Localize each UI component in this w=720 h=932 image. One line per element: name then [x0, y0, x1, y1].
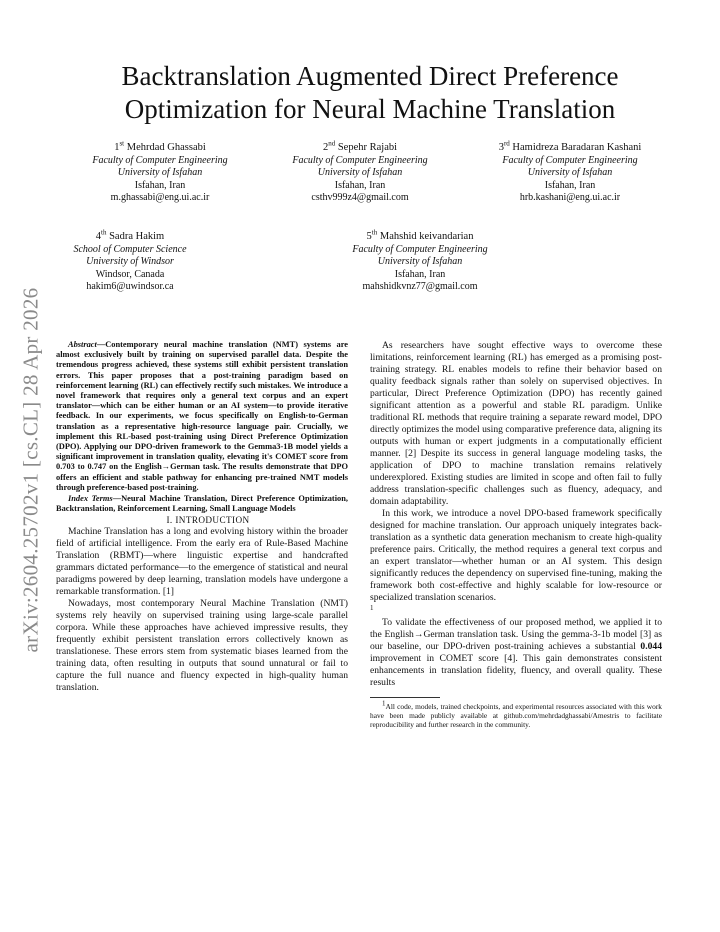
author-email: csthv999z4@gmail.com — [311, 192, 409, 203]
author-email: mahshidkvnz77@gmail.com — [362, 281, 478, 292]
author-name: 2nd Sepehr Rajabi — [322, 139, 398, 153]
abstract — [56, 340, 348, 493]
author-location: Isfahan, Iran — [544, 179, 596, 191]
author-location: Windsor, Canada — [95, 268, 165, 280]
author-faculty: Faculty of Computer Engineering — [292, 154, 428, 166]
author-block-4 — [50, 228, 210, 294]
footnote-reference: 1 — [370, 604, 374, 612]
footnote-divider — [370, 697, 440, 698]
footnote — [370, 699, 662, 729]
title-line-2: Optimization for Neural Machine Translation — [124, 94, 616, 124]
arxiv-side-stamp — [14, 270, 48, 670]
author-faculty: Faculty of Computer Engineering — [502, 154, 638, 166]
author-block-5 — [330, 228, 510, 294]
intro-paragraph-2: Nowadays, most contemporary Neural Machine Translation (NMT) systems rely heavily on supervised training using large-scale parallel corpora. While these approaches have achieved impressive results, they frequently exhibit persistent translation errors collectively known as translationese. These errors stem from systematic biases learned from the training data, often resulting in outputs that sound unnatural or fail to capture the full nuance and fluency expected in high-quality human translation. — [56, 598, 348, 694]
index-terms-label: Index Terms — [68, 494, 113, 504]
index-terms-text: —Neural Machine Translation, Direct Preference Optimization, Backtranslation, Reinforcement Learning, Small Language Models — [56, 494, 348, 514]
index-terms — [56, 494, 348, 514]
author-block-1 — [70, 139, 250, 205]
left-column — [56, 340, 348, 694]
author-university: University of Isfahan — [117, 167, 203, 178]
author-email: m.ghassabi@eng.ui.ac.ir — [110, 192, 210, 203]
author-faculty: Faculty of Computer Engineering — [352, 243, 488, 255]
author-university: University of Isfahan — [527, 167, 613, 178]
author-name: 1st Mehrdad Ghassabi — [114, 139, 206, 153]
footnote-number: 1 — [382, 699, 386, 708]
paper-title — [60, 60, 680, 126]
author-location: Isfahan, Iran — [134, 179, 186, 191]
author-block-3 — [465, 139, 675, 205]
author-university: University of Isfahan — [317, 167, 403, 178]
author-location: Isfahan, Iran — [394, 268, 446, 280]
author-faculty: Faculty of Computer Engineering — [92, 154, 228, 166]
author-university: University of Isfahan — [377, 256, 463, 267]
intro-paragraph-3: As researchers have sought effective ways to overcome these limitations, reinforcement learning (RL) has emerged as a promising post-training strategy. RL enables models to refine their behavior based on quality feedback signals rather than solely on supervised objectives. In particular, Direct Preference Optimization (DPO) has recently gained significant attention as a powerful and stable RL paradigm. Unlike traditional RL methods that require training a separate reward model, DPO directly optimizes the model using comparative preference data, aligning its outputs with human or expert judgments in a computationally efficient manner. [2] Despite its success in general language modeling tasks, the application of DPO to machine translation remains relatively underexplored. Existing studies are limited in scope and often fail to fully address translation-specific challenges such as fluency, adequacy, and domain adaptability. — [370, 340, 662, 507]
author-name: 3rd Hamidreza Baradaran Kashani — [498, 139, 642, 153]
intro-paragraph-4: In this work, we introduce a novel DPO-based framework specifically designed for machine translation. Our approach uniquely integrates back-translation as a synthetic data generation mechanism to create high-quality preference pairs. Critically, the method requires a general text corpus and an expert translator—whether human or an AI system. This design significantly reduces the dependency on supervised fine-tuning, making the framework both cost-effective and highly scalable for low-resource or specialized translation scenarios. — [370, 508, 662, 603]
author-email: hakim6@uwindsor.ca — [86, 281, 174, 292]
author-location: Isfahan, Iran — [334, 179, 386, 191]
author-name: 4th Sadra Hakim — [95, 228, 165, 242]
abstract-label: Abstract — [68, 340, 97, 349]
intro-paragraph-1: Machine Translation has a long and evolving history within the broader field of artificial intelligence. From the early era of Rule-Based Machine Translation (RBMT)—where linguistic expertise and handcrafted grammars dictated performance—to the emergence of statistical and neural paradigms powered by deep learning, translation models have undergone a remarkable transformation. [1] — [56, 526, 348, 598]
right-column — [370, 340, 662, 729]
arxiv-identifier: arXiv:2604.25702v1 [cs.CL] 28 Apr 2026 — [18, 287, 43, 653]
author-university: University of Windsor — [86, 256, 174, 267]
comet-improvement-value: 0.044 — [640, 641, 662, 652]
author-email: hrb.kashani@eng.ui.ac.ir — [519, 192, 621, 203]
section-heading-introduction: I. INTRODUCTION — [166, 515, 250, 526]
author-block-2 — [270, 139, 450, 205]
title-line-1: Backtranslation Augmented Direct Preference — [121, 61, 619, 91]
abstract-text: —Contemporary neural machine translation (NMT) systems are almost exclusively built by training on supervised parallel data. Despite the tremendous progress achieved, these systems still exhibit persistent translation errors. This paper proposes that a post-training paradigm based on reinforcement learning (RL) can effectively rectify such mistakes. We introduce a novel framework that requires only a general text corpus and an expert translator—which can be either human or an AI system—to provide iterative feedback. In our experiments, we focus specifically on English-to-German translation as a representative high-resource language pair. Crucially, we implement this RL-based post-training using Direct Preference Optimization (DPO). Applying our DPO-driven framework to the Gemma3-1B model yields a significant improvement in translation quality, elevating it's COMET score from 0.703 to 0.747 on the English→German task. The results demonstrate that DPO offers an efficient and stable pathway for enhancing pre-trained NMT models through preference-based post-training. — [56, 340, 348, 492]
intro-paragraph-5: To validate the effectiveness of our proposed method, we applied it to the English→German translation task. Using the gemma-3-1b model [3] as our baseline, our DPO-driven post-training achieves a substantial 0.044 improvement in COMET score [4]. This gain demonstrates consistent enhancements in translation fidelity, fluency, and overall quality. These results — [370, 617, 662, 688]
footnote-text: All code, models, trained checkpoints, and experimental resources associated with this work have been made publicly available at github.com/mehrdadghassabi/Amestris to facilitate reproducibility and further research in the community. — [370, 702, 662, 729]
author-name: 5th Mahshid keivandarian — [366, 228, 474, 242]
author-faculty: School of Computer Science — [73, 243, 187, 255]
